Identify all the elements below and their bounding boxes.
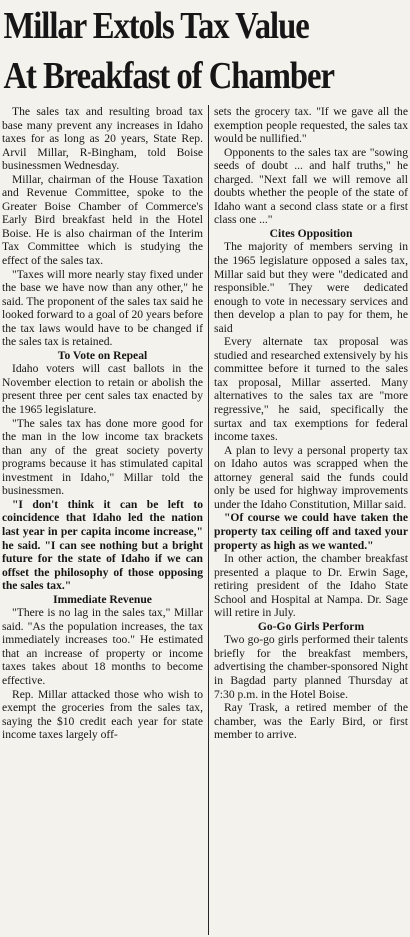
paragraph: Idaho voters will cast ballots in the November election to retain or abolish the present three per cent sales tax enacted by the 1965 legislature. [2,362,203,417]
paragraph: Rep. Millar attacked those who wish to exempt the groceries from the sales tax, saying the $10 credit each year for state income taxes largely off- [2,687,203,742]
subheading: Go-Go Girls Perform [257,619,365,633]
subheading: To Vote on Repeal [57,348,148,362]
headline-line-1: Millar Extols Tax Value [3,5,309,47]
paragraph: In other action, the chamber breakfast presented a plaque to Dr. Erwin Sage, retiring president of the Idaho State School and Hospital at Nampa. Dr. Sage will retire in July. [214,552,408,620]
paragraph: "There is no lag in the sales tax," Millar said. "As the population increases, the tax immediately increases too." He estimated that an increase of property or income taxes takes about 18 months to become effective. [2,606,203,687]
article-body [0,105,410,935]
subheading: Cites Opposition [269,226,353,240]
subheading: Immediate Revenue [53,592,152,606]
paragraph: Millar, chairman of the House Taxation and Revenue Committee, spoke to the Greater Boise Chamber of Commerce's Early Bird breakfast held in the Hotel Boise. He is also chairman of the Interim Tax Committee which is studying the effect of the sales tax. [2,172,203,268]
paragraph: The sales tax and resulting broad tax base many prevent any increases in Idaho taxes for as long as 20 years, State Rep. Arvil Millar, R-Bingham, told Boise businessmen Wednesday. [2,105,203,173]
paragraph: Ray Trask, a retired member of the chamber, was the Early Bird, or first member to arrive. [214,701,408,742]
paragraph: The majority of members serving in the 1965 legislature opposed a sales tax, Millar said but they were "dedicated and responsible." They were dedicated enough to vote in necessary services and then develop a plan to pay for them, he said [214,240,408,335]
paragraph: Two go-go girls performed their talents briefly for the breakfast members, advertising the chamber-sponsored Night in Bagdad party planned Thursday at 7:30 p.m. in the Hotel Boise. [214,633,408,701]
paragraph: "The sales tax has done more good for the man in the low income tax brackets than any of the great society poverty programs because it has stimulated capital investment in Idaho," Millar told the businessmen. [2,416,203,498]
continued-paragraph: sets the grocery tax. "If we gave all the exemption people requested, the sales tax would be nullified." [214,105,408,146]
paragraph: Opponents to the sales tax are "sowing seeds of doubt ... and half truths," he charged. "Next fall we will remove all doubts whether the people of the state of Idaho want a second class state or a first class one ..." [214,145,408,227]
left-column [0,105,208,935]
bold-quote-paragraph: "I don't think it can be left to coincidence that Idaho led the nation last year in per capita income increase," he said. "I can see nothing but a bright future for the state of Idaho if we can offset the philosophy of those opposing the sales tax." [2,497,203,593]
paragraph: Every alternate tax proposal was studied and researched extensively by his committee before it turned to the sales tax proposal, Millar asserted. Many alternatives to the sales tax are "more regressive," he said, specifically the surtax and tax exemptions for federal income taxes. [214,335,408,444]
bold-quote-paragraph: "Of course we could have taken the property tax ceiling off and taxed your property as high as we wanted." [214,511,408,552]
paragraph: "Taxes will more nearly stay fixed under the base we have now than any other," he said. The proponent of the sales tax said he looked forward to a goal of 20 years before the tax laws would have to be changed if the sales tax is retained. [2,267,203,349]
headline-line-2: At Breakfast of Chamber [3,55,335,97]
right-column [209,105,408,935]
paragraph: A plan to levy a personal property tax on Idaho autos was scrapped when the attorney general said the funds could only be used for highway improvements under the Idaho Constitution, Millar said. [214,443,408,511]
